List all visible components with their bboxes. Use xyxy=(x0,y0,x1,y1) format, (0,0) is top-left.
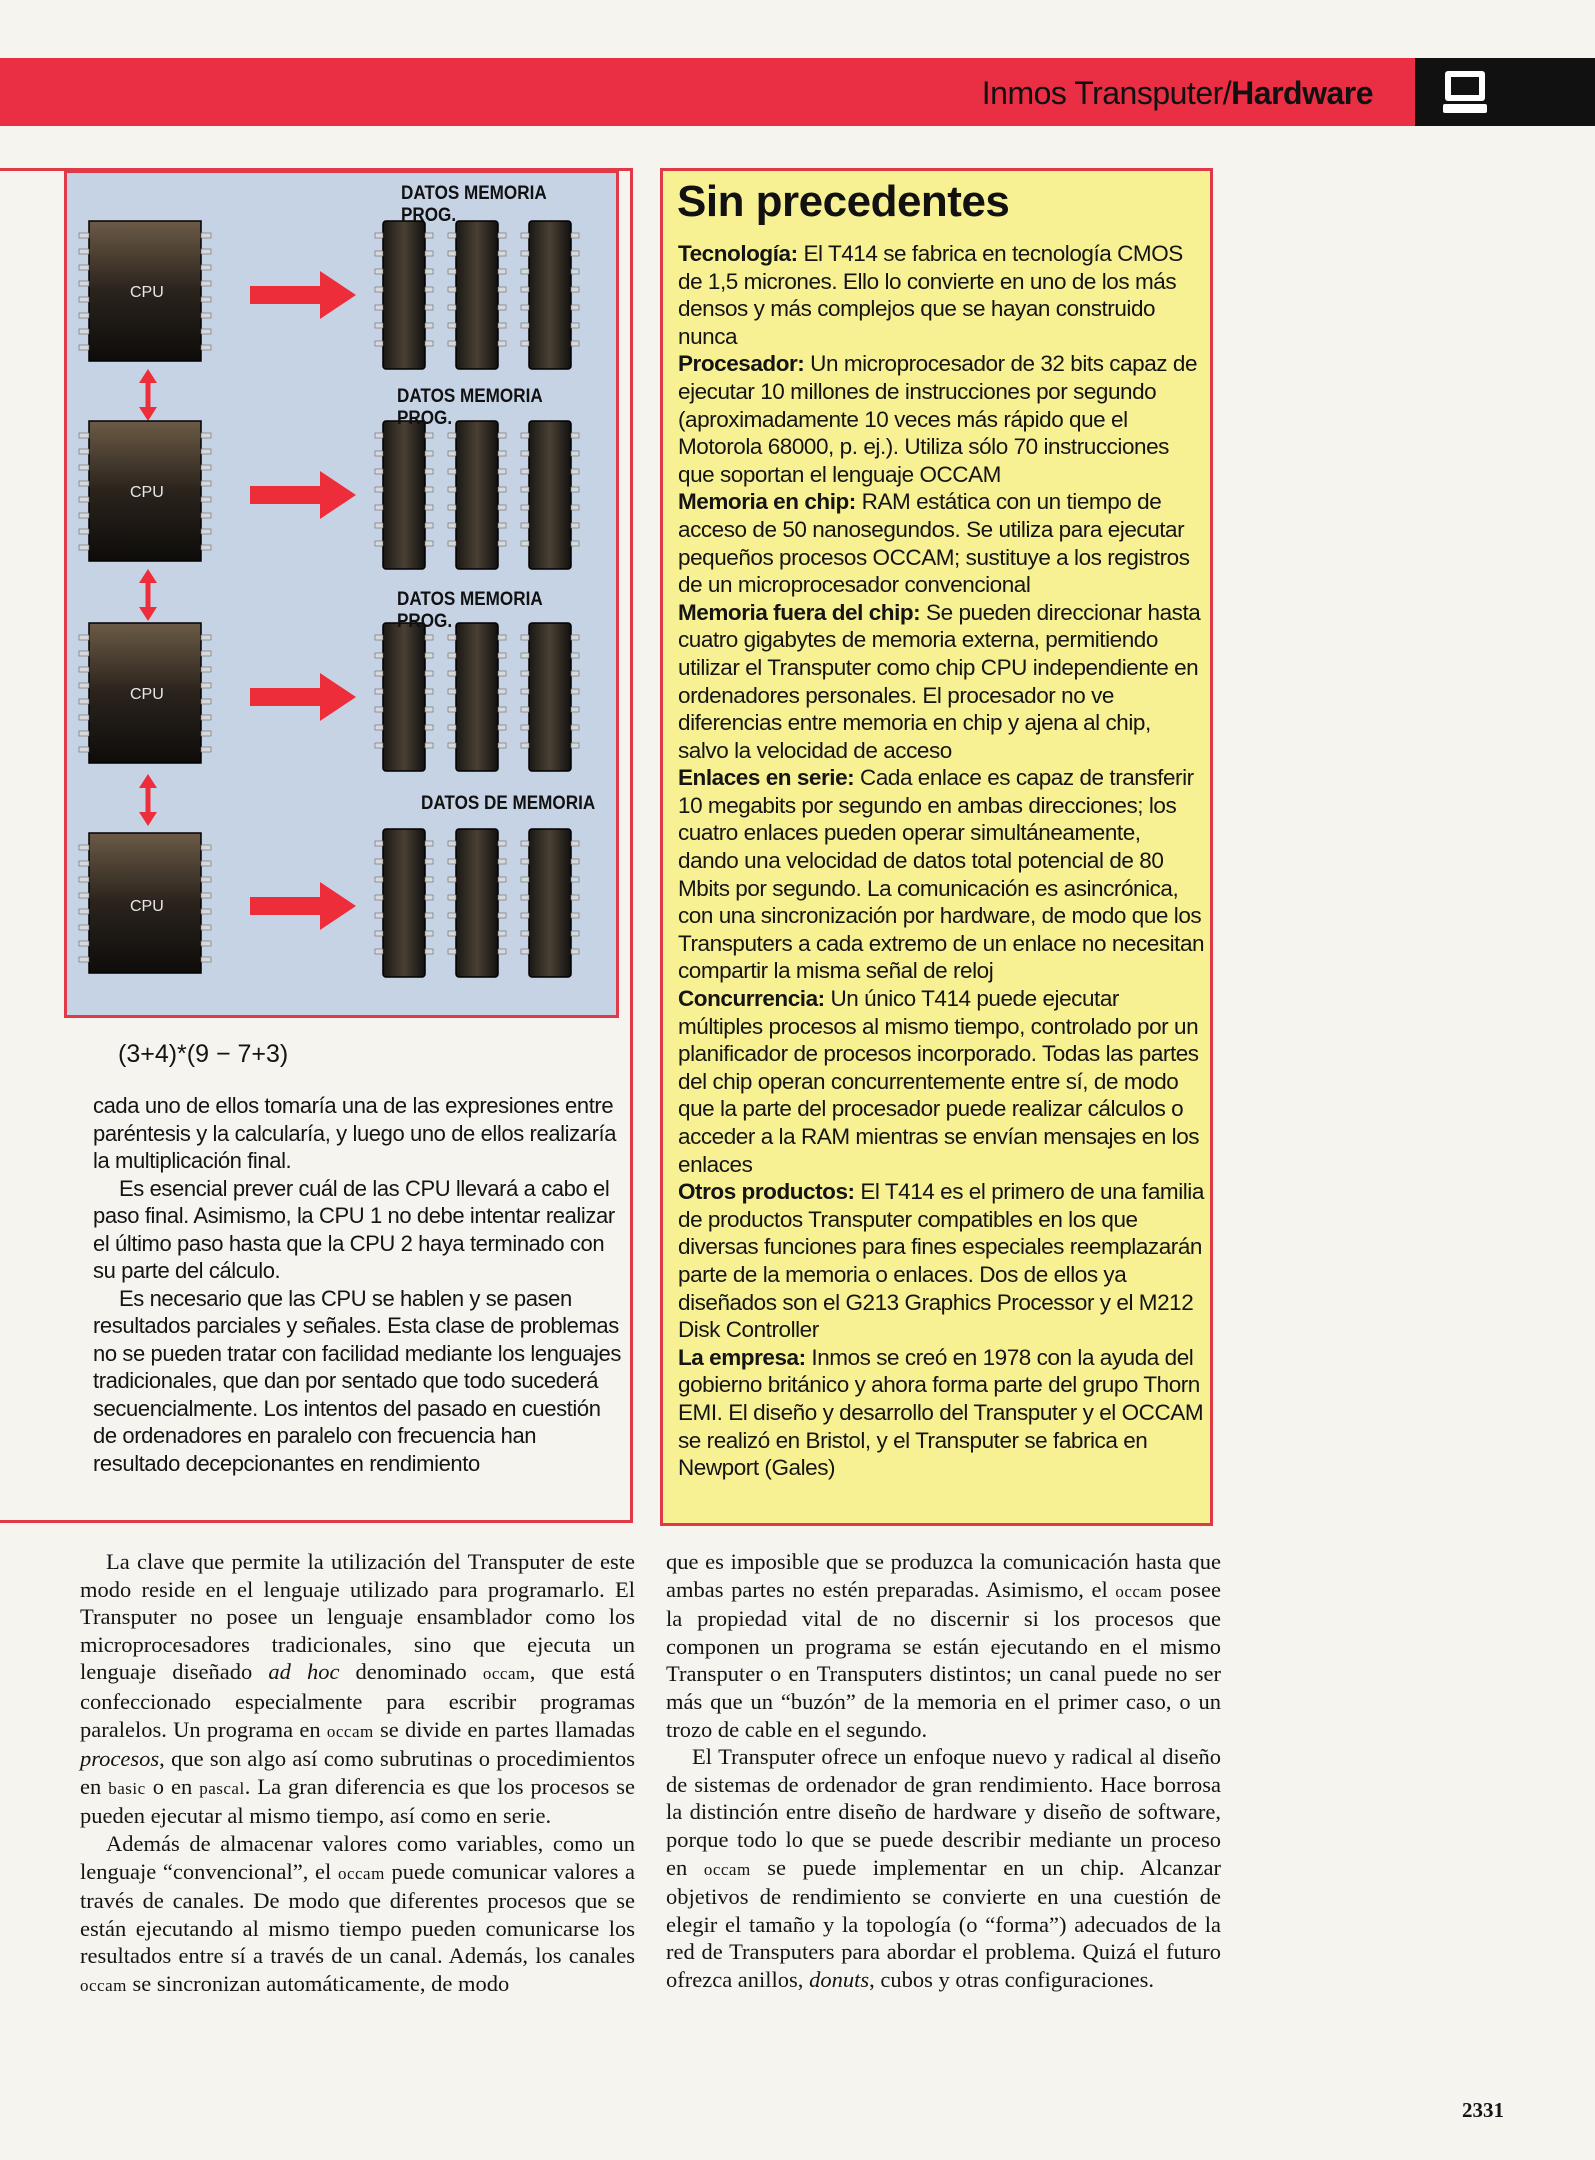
spec-item: Memoria fuera del chip: Se pueden direccionar hasta cuatro gigabytes de memoria externa, permitiendo utilizar el Transputer como chip CPU independiente en ordenadores personales. El procesador no ve diferencias entre memoria en chip y ajena al chip, salvo la velocidad de acceso xyxy=(678,599,1201,763)
memory-chip xyxy=(375,221,433,369)
arrow-4 xyxy=(250,882,356,930)
spec-item: Procesador: Un microprocesador de 32 bits capaz de ejecutar 10 millones de instrucciones por segundo (aproximadamente 10 veces más rápido que el Motorola 68000, p. ej.). Utiliza sólo 70 instrucciones que soportan el lenguaje OCCAM xyxy=(678,351,1198,487)
arrow-1 xyxy=(250,271,356,319)
memory-chip xyxy=(448,623,506,771)
memory-chip xyxy=(375,829,433,977)
cpu-label: CPU xyxy=(130,484,164,501)
transputer-network-diagram xyxy=(64,170,619,1018)
spec-item: Enlaces en serie: Cada enlace es capaz de transferir 10 megabits por segundo en ambas direcciones; los cuatro enlaces pueden operar simultáneamente, dando una velocidad de datos total potencial de 80 Mbits por segundo. La comunicación es asincrónica, con una sincronización por hardware, de modo que los Transputers a cada extremo de un enlace no necesitan compartir la misma señal de reloj xyxy=(678,765,1205,984)
cpu-label: CPU xyxy=(130,898,164,915)
computer-icon xyxy=(1440,68,1490,116)
link-arrow-2 xyxy=(139,569,157,621)
expression: (3+4)*(9 − 7+3) xyxy=(118,1040,289,1068)
page-number: 2331 xyxy=(1462,2098,1504,2122)
body-column-1 xyxy=(80,1548,635,2000)
memory-chip xyxy=(448,421,506,569)
arrow-3 xyxy=(250,673,356,721)
spec-item: Tecnología: El T414 se fabrica en tecnología CMOS de 1,5 micrones. Ello lo convierte en uno de los más densos y más complejos que se hayan construido nunca xyxy=(678,241,1183,349)
spec-item: Memoria en chip: RAM estática con un tiempo de acceso de 50 nanosegundos. Se utiliza para ejecutar pequeños procesos OCCAM; sustituye a los registros de un microprocesador convencional xyxy=(678,489,1190,598)
link-arrow-3 xyxy=(139,774,157,826)
body-paragraph: que es imposible que se produzca la comunicación hasta que ambas partes no estén preparadas. Asimismo, el occam posee la propiedad vital de no discernir si los procesos que componen un programa se están ejecutando en el mismo Transputer o en Transputers distintos; un canal puede no ser más que un “buzón” de la memoria en el primer caso, o un trozo de cable en el segundo. xyxy=(666,1549,1221,1742)
specs-title: Sin precedentes xyxy=(677,177,1010,226)
memory-chip xyxy=(521,221,579,369)
body-paragraph: El Transputer ofrece un enfoque nuevo y radical al diseño de sistemas de ordenador de gran rendimiento. Hace borrosa la distinción entre diseño de hardware y diseño de software, porque todo lo que se puede describir mediante un proceso en occam se puede implementar en un chip. Alcanzar objetivos de rendimiento se convierte en una cuestión de elegir el tamaño y la topología (o “forma”) adecuados de la red de Transputers para abordar el problema. Quizá el futuro ofrezca anillos, donuts, cubos y otras configuraciones. xyxy=(666,1744,1221,1992)
arrow-2 xyxy=(250,471,356,519)
cpu-label: CPU xyxy=(130,284,164,301)
memory-chip xyxy=(448,221,506,369)
section-header: Inmos Transputer/Hardware xyxy=(981,75,1373,111)
memory-chip xyxy=(521,829,579,977)
link-arrow-1 xyxy=(139,369,157,421)
body-paragraph: Además de almacenar valores como variables, como un lenguaje “convencional”, el occam puede comunicar valores a través de canales. De modo que diferentes procesos que se están ejecutando al mismo tiempo pueden comunicarse los resultados entre sí a través de un canal. Además, los canales occam se sincronizan automáticamente, de modo xyxy=(80,1830,636,1996)
spec-item: La empresa: Inmos se creó en 1978 con la ayuda del gobierno británico y ahora forma parte del grupo Thorn EMI. El diseño y desarrollo del Transputer y el OCCAM se realizó en Bristol, y el Transputer se fabrica en Newport (Gales) xyxy=(678,1344,1204,1481)
diagram-label-2: DATOS MEMORIA PROG. xyxy=(397,386,543,429)
memory-chip xyxy=(448,829,506,977)
diagram-label-3: DATOS MEMORIA PROG. xyxy=(397,589,543,632)
body-paragraph: La clave que permite la utilización del Transputer de este modo reside en el lenguaje utilizado para programarlo. El Transputer no posee un lenguaje ensamblador como los microprocesadores tradicionales, sino que ejecuta un lenguaje diseñado ad hoc denominado occam, que está confeccionado especialmente para escribir programas paralelos. Un programa en occam se divide en partes llamadas procesos, que son algo así como subrutinas o procedimientos en basic o en pascal. La gran diferencia es que los procesos se pueden ejecutar al mismo tiempo, así como en serie. xyxy=(80,1549,635,1829)
spec-item: Concurrencia: Un único T414 puede ejecutar múltiples procesos al mismo tiempo, controlado por un planificador de procesos incorporado. Todas las partes del chip operan concurrentemente entre sí, de modo que la parte del procesador puede realizar cálculos o acceder a la RAM mientras se envían mensajes en los enlaces xyxy=(678,986,1200,1177)
memory-chip xyxy=(521,623,579,771)
caption-paragraph: Es necesario que las CPU se hablen y se pasen resultados parciales y señales. Esta clase de problemas no se pueden tratar con facilidad mediante los lenguajes tradicionales, que dan por sentado que todo sucederá secuencialmente. Los intentos del pasado en cuestión de ordenadores en paralelo con frecuencia han resultado decepcionantes en rendimiento xyxy=(93,1285,621,1476)
diagram-label-1: DATOS MEMORIA PROG. xyxy=(401,183,547,226)
caption-paragraph: cada uno de ellos tomaría una de las expresiones entre paréntesis y la calcularía, y luego uno de ellos realizaría la multiplicación final. xyxy=(93,1093,617,1173)
spec-item: Otros productos: El T414 es el primero de una familia de productos Transputer compatibles en los que diversas funciones para fines especiales reemplazarán parte de la memoria o enlaces. Dos de ellos ya diseñados son el G213 Graphics Processor y el M212 Disk Controller xyxy=(678,1179,1204,1343)
cpu-label: CPU xyxy=(130,686,164,703)
diagram-label-4: DATOS DE MEMORIA xyxy=(421,793,596,814)
caption-paragraph: Es esencial prever cuál de las CPU llevará a cabo el paso final. Asimismo, la CPU 1 no debe intentar realizar el último paso hasta que la CPU 2 haya terminado con su parte del cálculo. xyxy=(93,1175,615,1283)
memory-chip xyxy=(375,421,433,569)
memory-chip xyxy=(521,421,579,569)
body-column-2 xyxy=(666,1548,1221,1994)
memory-chip xyxy=(375,623,433,771)
left-caption-text xyxy=(93,1092,628,1477)
specs-list xyxy=(678,240,1206,1482)
